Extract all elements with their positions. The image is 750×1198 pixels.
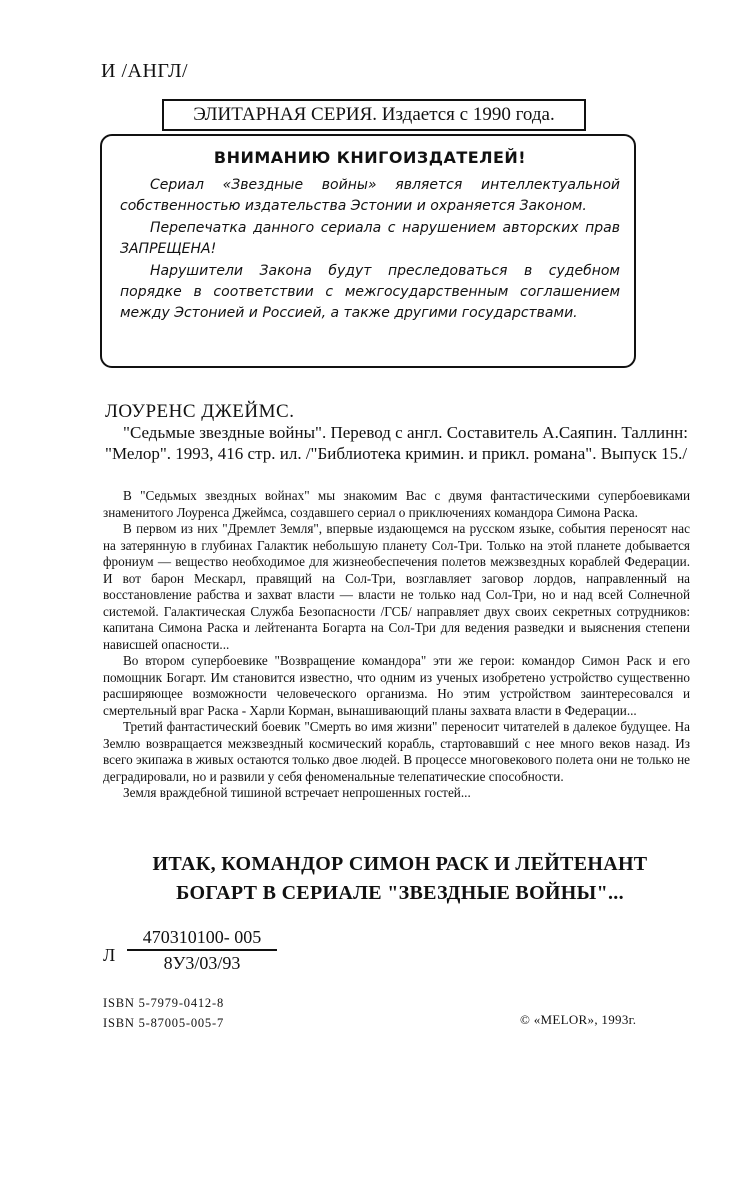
book-author: ЛОУРЕНС ДЖЕЙМС. — [105, 401, 295, 422]
publishing-code-letter: Л — [103, 945, 116, 965]
isbn-line: ISBN 5-7979-0412-8 — [103, 996, 224, 1010]
notice-paragraph-ownership: Сериал «Звездные войны» является интеллектуальной собственностью издательства Эстонии и охраняется Законом. — [120, 177, 620, 214]
annotation-paragraph: Во втором супербоевике "Возвращение командора" эти же герои: командор Симон Раск и его помощник Богарт. Им становится известно, что одним из ученых изобретено устройство существенно расширяющее возможности человеческого организма. Но этим устройством заинтересовался и смертельный враг Раска - Харли Корман, вынашивающий планы захвата власти в Федерации... — [103, 653, 690, 718]
closing-line: ИТАК, КОМАНДОР СИМОН РАСК И ЛЕЙТЕНАНТ — [152, 853, 648, 875]
series-banner — [162, 99, 586, 131]
series-text: ЭЛИТАРНАЯ СЕРИЯ. Издается с 1990 года. — [193, 104, 555, 125]
annotation-paragraph: В первом из них "Дремлет Земля", впервые издающемся на русском языке, события переносят нас на затерянную в глубинах Галактик небольшую планету Сол-Три. Только на этой планете добывается фрониум — вещество необходимое для жизнеобеспечения полетов межзвездных кораблей Федерации. И вот барон Мескарл, правящий на Сол-Три, возглавляет заговор лордов, направленный на восстановление рабства и захват власти — власти не только над Сол-Три, но и над всей Солнечной системой. Галактическая Служба Безопасности /ГСБ/ направляет двух своих секретных сотрудников: капитана Симона Раска и лейтенанта Богарта на Сол-Три для ведения разведки и выяснения степени нависшей опасности... — [103, 521, 690, 652]
book-bibliographic-description: "Седьмые звездные войны". Перевод с англ. Составитель А.Саяпин. Таллинн: "Мелор". 1993, 416 стр. ил. /"Библиотека кримин. и прикл. романа". Выпуск 15./ — [105, 423, 688, 463]
annotation — [103, 488, 690, 802]
publishing-code-numerator: 470310100- 005 — [142, 927, 262, 947]
notice-paragraph-prosecution: Нарушители Закона будут преследоваться в судебном порядке в соответствии с межгосударственным соглашением между Эстонией и Россией, а также другими государствами. — [120, 263, 620, 321]
isbn-line: ISBN 5-87005-005-7 — [103, 1016, 224, 1030]
annotation-paragraph: В "Седьмых звездных войнах" мы знакомим Вас с двумя фантастическими супербоевиками знаменитого Лоуренса Джеймса, создавшего сериал о приключениях командора Симона Раска. — [103, 488, 690, 520]
notice-paragraph-prohibition: Перепечатка данного сериала с нарушением авторских прав ЗАПРЕЩЕНА! — [120, 220, 620, 257]
publishing-code-denominator: 8У3/03/93 — [163, 953, 241, 973]
notice-title: ВНИМАНИЮ КНИГОИЗДАТЕЛЕЙ! — [213, 148, 527, 167]
annotation-paragraph: Земля враждебной тишиной встречает непрошенных гостей... — [123, 785, 471, 800]
copyright-notice: © «MELOR», 1993г. — [520, 1012, 637, 1027]
closing-statement — [100, 850, 700, 908]
closing-line: БОГАРТ В СЕРИАЛЕ "ЗВЕЗДНЫЕ ВОЙНЫ"... — [176, 882, 624, 904]
annotation-paragraph: Третий фантастический боевик "Смерть во имя жизни" переносит читателей в далекое будущее. На Землю возвращается межзвездный космический корабль, стартовавший с нее много веков назад. Из всего экипажа в живых остаются только двое людей. В процессе многовекового полета они не только не деградировали, но и развили у себя феноменальные телепатические способности. — [103, 719, 690, 784]
publishing-code-fraction-line — [127, 949, 277, 951]
publisher-notice-box — [100, 134, 636, 368]
udk-code: И /АНГЛ/ — [101, 60, 189, 82]
